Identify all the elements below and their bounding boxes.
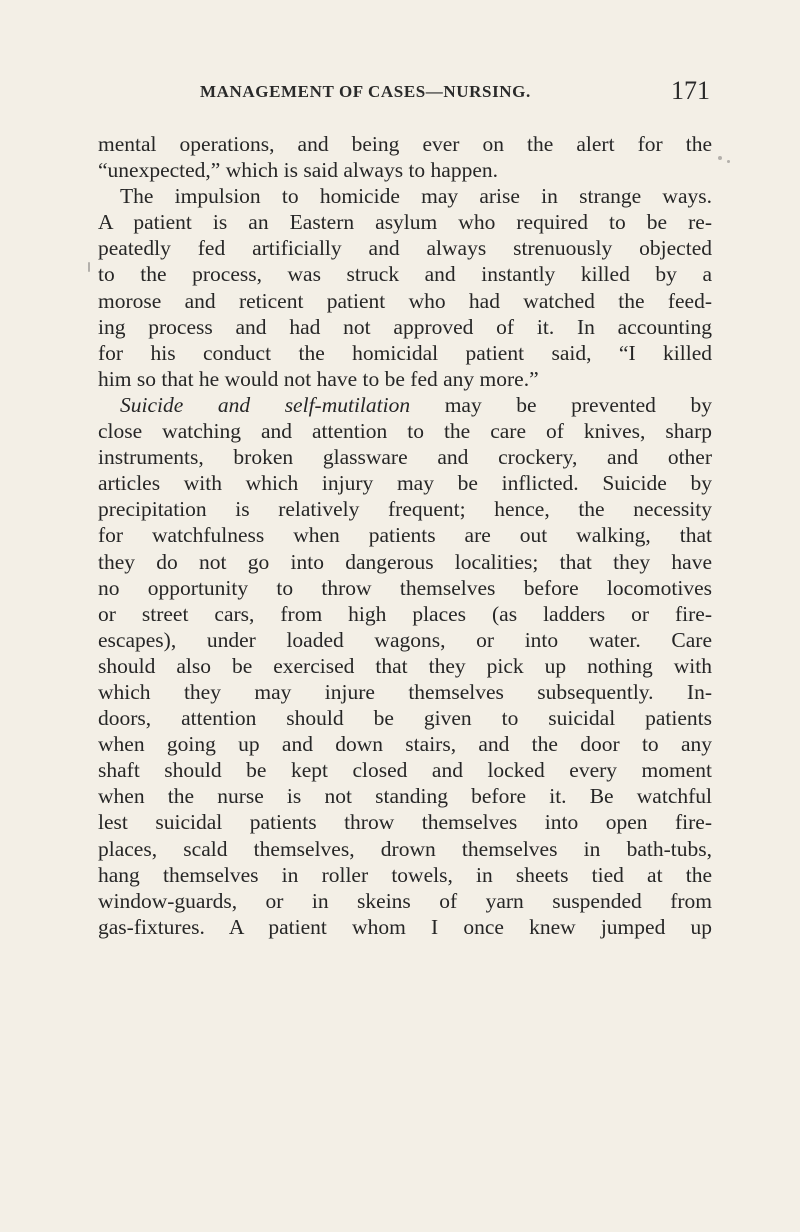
text-line: which they may injure themselves subsequently. In-: [98, 679, 712, 704]
text-line: [98, 392, 712, 418]
text-line: “unexpected,” which is said always to happen.: [98, 158, 499, 183]
text-line: instruments, broken glassware and crockery, and other: [98, 445, 712, 470]
running-head: [200, 76, 710, 110]
text-line: precipitation is relatively frequent; hence, the necessity: [98, 497, 712, 522]
text-line: gas-fixtures. A patient whom I once knew jumped up: [98, 914, 712, 939]
ink-mark: [88, 262, 90, 272]
text-line: A patient is an Eastern asylum who required to be re-: [98, 210, 712, 235]
text-line: for watchfulness when patients are out walking, that: [98, 523, 712, 548]
text-line-rest: may be prevented by: [444, 392, 712, 417]
text-line: they do not go into dangerous localities; that they have: [98, 549, 712, 574]
text-line: ing process and had not approved of it. In accounting: [98, 314, 712, 339]
text-line: for his conduct the homicidal patient said, “I killed: [98, 340, 712, 365]
text-line: when going up and down stairs, and the door to any: [98, 732, 712, 757]
text-line: him so that he would not have to be fed any more.”: [98, 366, 539, 391]
text-line: should also be exercised that they pick up nothing with: [98, 653, 712, 678]
text-line: The impulsion to homicide may arise in strange ways.: [120, 184, 712, 209]
text-line: mental operations, and being ever on the alert for the: [98, 132, 712, 156]
ink-speck: [727, 160, 730, 163]
text-line: when the nurse is not standing before it. Be watchful: [98, 784, 712, 809]
italic-phrase: Suicide and self-mutilation: [120, 392, 411, 417]
text-line: peatedly fed artificially and always strenuously objected: [98, 236, 712, 261]
text-line: places, scald themselves, drown themselves in bath-tubs,: [98, 836, 712, 861]
text-line: doors, attention should be given to suicidal patients: [98, 706, 712, 731]
text-line: hang themselves in roller towels, in sheets tied at the: [98, 862, 712, 887]
header-title: MANAGEMENT OF CASES—NURSING.: [200, 82, 531, 101]
text-line: close watching and attention to the care of knives, sharp: [98, 419, 712, 444]
text-line: escapes), under loaded wagons, or into water. Care: [98, 627, 712, 652]
text-line: lest suicidal patients throw themselves into open fire-: [98, 810, 712, 835]
body-text: [98, 131, 712, 940]
text-line: articles with which injury may be inflicted. Suicide by: [98, 471, 712, 496]
text-line: morose and reticent patient who had watched the feed-: [98, 288, 712, 313]
ink-speck: [718, 156, 722, 160]
text-line: or street cars, from high places (as ladders or fire-: [98, 601, 712, 626]
text-line: no opportunity to throw themselves before locomotives: [98, 575, 712, 600]
text-line: to the process, was struck and instantly killed by a: [98, 262, 712, 287]
page-number: 171: [671, 76, 710, 105]
text-line: shaft should be kept closed and locked every moment: [98, 758, 712, 783]
text-line: window-guards, or in skeins of yarn suspended from: [98, 888, 712, 913]
